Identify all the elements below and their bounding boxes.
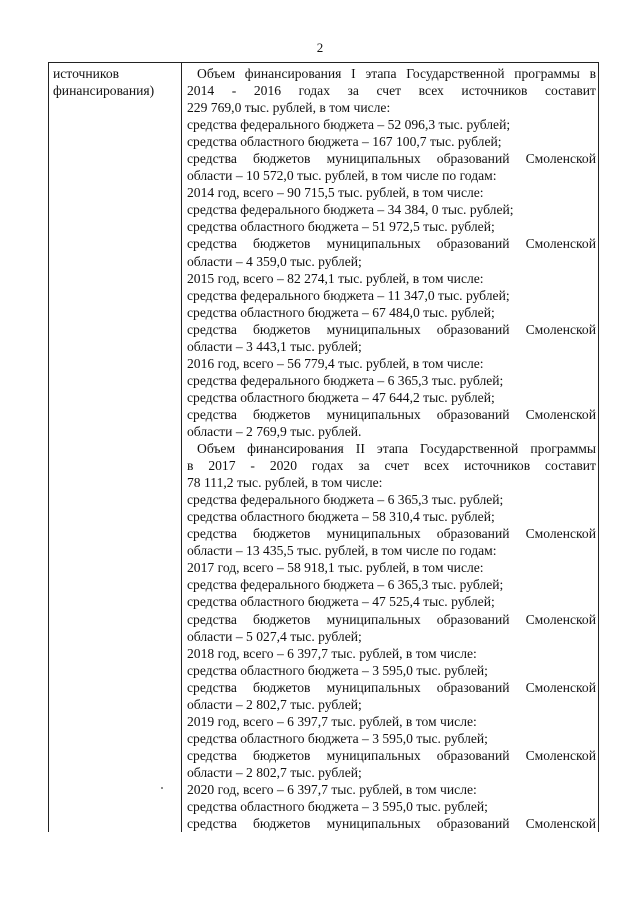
funding-text-line: области – 13 435,5 тыс. рублей, в том числе по годам: — [187, 543, 497, 559]
row-label-line-2: финансирования) — [53, 83, 155, 99]
funding-text-line: средства областного бюджета – 3 595,0 тыс. рублей; — [187, 662, 488, 678]
funding-text-line: 2019 год, всего – 6 397,7 тыс. рублей, в том числе: — [187, 713, 477, 729]
funding-description-cell — [187, 65, 596, 832]
row-label-line-1: источников — [53, 66, 120, 81]
funding-text-line: средства бюджетов муниципальных образований Смоленской — [187, 321, 596, 337]
funding-text-line: средства федерального бюджета – 11 347,0 тыс. рублей; — [187, 287, 510, 303]
funding-text-line: средства бюджетов муниципальных образований Смоленской — [187, 151, 596, 167]
funding-text-line: средства бюджетов муниципальных образований Смоленской — [187, 406, 596, 422]
funding-text-line: средства бюджетов муниципальных образований Смоленской — [187, 526, 596, 542]
funding-text-line: средства областного бюджета – 67 484,0 тыс. рублей; — [187, 304, 495, 320]
funding-text-line: средства областного бюджета – 47 644,2 тыс. рублей; — [187, 389, 495, 405]
funding-text-line: средства областного бюджета – 47 525,4 тыс. рублей; — [187, 594, 495, 610]
funding-text-line: средства федерального бюджета – 6 365,3 тыс. рублей; — [187, 492, 504, 508]
funding-text-line: Объем финансирования II этапа Государственной программы — [197, 441, 596, 457]
funding-text-line: в 2017 - 2020 годах за счет всех источников составит — [187, 458, 596, 474]
funding-text-line: средства федерального бюджета – 34 384, 0 тыс. рублей; — [187, 202, 514, 218]
funding-text-line: средства федерального бюджета – 52 096,3 тыс. рублей; — [187, 117, 511, 133]
funding-text-line: 2014 год, всего – 90 715,5 тыс. рублей, в том числе: — [187, 185, 484, 201]
funding-text-line: средства областного бюджета – 167 100,7 тыс. рублей; — [187, 134, 502, 150]
funding-text-line: области – 3 443,1 тыс. рублей; — [187, 338, 362, 354]
funding-text-line: 2014 - 2016 годах за счет всех источников составит — [187, 83, 596, 99]
funding-text-line: 2018 год, всего – 6 397,7 тыс. рублей, в том числе: — [187, 645, 477, 661]
funding-text-line: средства федерального бюджета – 6 365,3 тыс. рублей; — [187, 372, 504, 388]
funding-text-line: области – 4 359,0 тыс. рублей; — [187, 253, 362, 269]
funding-text-line: области – 5 027,4 тыс. рублей; — [187, 628, 362, 644]
scan-speck — [161, 787, 163, 789]
funding-text-line: области – 2 802,7 тыс. рублей; — [187, 764, 362, 780]
funding-text-line: средства областного бюджета – 3 595,0 тыс. рублей; — [187, 730, 488, 746]
funding-text-line: средства бюджетов муниципальных образований Смоленской — [187, 679, 596, 695]
funding-text-line: средства бюджетов муниципальных образований Смоленской — [187, 816, 596, 832]
funding-text-line: средства бюджетов муниципальных образований Смоленской — [187, 747, 596, 763]
column-divider — [181, 63, 182, 832]
funding-text-line: средства областного бюджета – 58 310,4 тыс. рублей; — [187, 509, 495, 525]
funding-text-line: 2020 год, всего – 6 397,7 тыс. рублей, в том числе: — [187, 781, 477, 797]
funding-text-line: области – 2 769,9 тыс. рублей. — [187, 423, 362, 439]
funding-text-line: Объем финансирования I этапа Государственной программы в — [197, 66, 596, 81]
funding-text-line: средства федерального бюджета – 6 365,3 тыс. рублей; — [187, 577, 504, 593]
funding-text-line: 78 111,2 тыс. рублей, в том числе: — [187, 475, 383, 491]
funding-text-line: области – 2 802,7 тыс. рублей; — [187, 696, 362, 712]
row-label-cell — [53, 65, 179, 99]
page-number: 2 — [316, 40, 324, 55]
funding-text-line: средства областного бюджета – 3 595,0 тыс. рублей; — [187, 799, 488, 815]
funding-text-line: средства бюджетов муниципальных образований Смоленской — [187, 611, 596, 627]
funding-text-line: 2016 год, всего – 56 779,4 тыс. рублей, в том числе: — [187, 355, 484, 371]
funding-text-line: 2017 год, всего – 58 918,1 тыс. рублей, в том числе: — [187, 560, 484, 576]
funding-table — [48, 62, 599, 832]
funding-text-line: 229 769,0 тыс. рублей, в том числе: — [187, 100, 391, 116]
funding-text-line: области – 10 572,0 тыс. рублей, в том числе по годам: — [187, 168, 497, 184]
funding-text-line: 2015 год, всего – 82 274,1 тыс. рублей, в том числе: — [187, 270, 484, 286]
funding-text-line: средства областного бюджета – 51 972,5 тыс. рублей; — [187, 219, 495, 235]
funding-text-line: средства бюджетов муниципальных образований Смоленской — [187, 236, 596, 252]
